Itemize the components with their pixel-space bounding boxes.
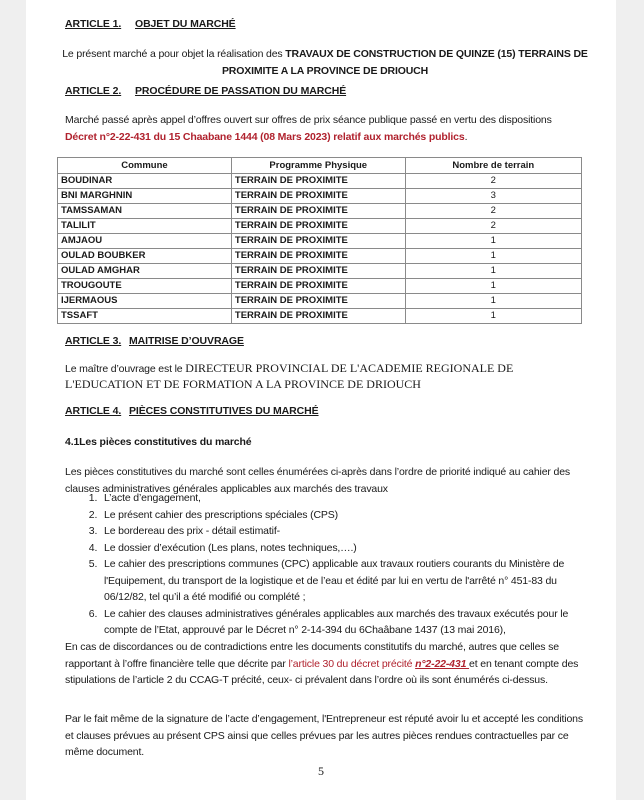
- article-1-text: [60, 46, 590, 79]
- list-item: 4. Le dossier d’exécution (Les plans, notes techniques,….): [100, 540, 570, 557]
- discordance-text-2: et en tenant compte des stipulations de l’article 2 du CCAG-T précité, ceux- ci prévalent dans l’ordre où ils sont énumérés ci-dessus.: [65, 657, 579, 686]
- cell-nombre: 1: [405, 279, 581, 294]
- cell-programme: TERRAIN DE PROXIMITE: [231, 204, 405, 219]
- article-4-intro: Les pièces constitutives du marché sont celles énumérées ci-après dans l’ordre de priorité indiqué au cahier des clauses administratives générales applicables aux marchés des travaux: [65, 466, 570, 495]
- constituent-documents-list: [82, 490, 570, 639]
- article-1-label: ARTICLE 1.: [65, 18, 122, 30]
- table-row: [58, 234, 582, 249]
- cell-commune: AMJAOU: [58, 234, 232, 249]
- cell-nombre: 2: [405, 204, 581, 219]
- article-3-text: [65, 361, 565, 393]
- maitre-ouvrage-name: DIRECTEUR PROVINCIAL DE L'ACADEMIE REGIONALE DE L'EDUCATION ET DE FORMATION A LA PROVINCE DE DRIOUCH: [65, 361, 514, 391]
- article-2-label: ARTICLE 2.: [65, 85, 122, 97]
- article-2-text: [65, 112, 585, 145]
- cell-commune: TSSAFT: [58, 309, 232, 324]
- cell-commune: BOUDINAR: [58, 174, 232, 189]
- article-1-text-bold: TRAVAUX DE CONSTRUCTION DE QUINZE (15) TERRAINS DE PROXIMITE A LA PROVINCE DE DRIOUCH: [221, 48, 588, 77]
- cell-commune: BNI MARGHNIN: [58, 189, 232, 204]
- table-row: [58, 264, 582, 279]
- header-commune: Commune: [58, 158, 232, 174]
- discordance-paragraph: [65, 639, 590, 689]
- cell-nombre: 3: [405, 189, 581, 204]
- table-row: [58, 249, 582, 264]
- cell-programme: TERRAIN DE PROXIMITE: [231, 189, 405, 204]
- list-item: 1. L’acte d’engagement,: [100, 490, 570, 507]
- article-2-text-end: .: [464, 130, 468, 143]
- table-row: [58, 279, 582, 294]
- cell-commune: TALILIT: [58, 219, 232, 234]
- article-2-title: PROCÉDURE DE PASSATION DU MARCHÉ: [135, 85, 347, 97]
- cell-programme: TERRAIN DE PROXIMITE: [231, 234, 405, 249]
- list-item: 3. Le bordereau des prix - détail estimatif-: [100, 523, 570, 540]
- table-row: [58, 204, 582, 219]
- article-4-title: PIÈCES CONSTITUTIVES DU MARCHÉ: [129, 405, 319, 417]
- document-page: [26, 0, 616, 800]
- table-row: [58, 189, 582, 204]
- cell-programme: TERRAIN DE PROXIMITE: [231, 294, 405, 309]
- cell-nombre: 1: [405, 309, 581, 324]
- cell-commune: OULAD AMGHAR: [58, 264, 232, 279]
- cell-commune: OULAD BOUBKER: [58, 249, 232, 264]
- signature-paragraph: Par le fait même de la signature de l’acte d’engagement, l'Entrepreneur est réputé avoir lu et accepté les conditions et clauses prévues au présent CPS ainsi que celles prévues par les autres pièces rendues contractuelles par ce même document.: [65, 713, 583, 758]
- table-row: [58, 309, 582, 324]
- cell-nombre: 1: [405, 234, 581, 249]
- decree-number-link: n°2-22-431: [415, 657, 470, 670]
- discordance-text-1: En cas de discordances ou de contradictions entre les documents constitutifs du marché, autres que celles se rapportant à l’offre financière telle que décrite par: [65, 641, 559, 670]
- table-row: [58, 174, 582, 189]
- cell-programme: TERRAIN DE PROXIMITE: [231, 309, 405, 324]
- cell-commune: TAMSSAMAN: [58, 204, 232, 219]
- article-1-text-plain: Le présent marché a pour objet la réalisation des: [62, 48, 286, 60]
- cell-nombre: 1: [405, 264, 581, 279]
- cell-commune: IJERMAOUS: [58, 294, 232, 309]
- article-3-title: MAITRISE D’OUVRAGE: [129, 335, 244, 347]
- list-item: 6. Le cahier des clauses administratives générales applicables aux marchés des travaux exécutés pour le compte de l’Etat, approuvé par le Décret n° 2-14-394 du 6Chaâbane 1437 (13 mai 2016),: [100, 606, 570, 639]
- list-item: 2. Le présent cahier des prescriptions spéciales (CPS): [100, 507, 570, 524]
- table-row: [58, 294, 582, 309]
- article-4-label: ARTICLE 4.: [65, 405, 122, 417]
- cell-commune: TROUGOUTE: [58, 279, 232, 294]
- table-row: [58, 219, 582, 234]
- list-item: 5. Le cahier des prescriptions communes (CPC) applicable aux travaux routiers courants du Ministère de l'Equipement, du transport de la logistique et de l’eau et édité par lui en vertu de l'arrêté n° 451-83 du 06/12/82, tel qu’il a été modifié ou complété ;: [100, 556, 570, 606]
- header-programme: Programme Physique: [231, 158, 405, 174]
- cell-programme: TERRAIN DE PROXIMITE: [231, 279, 405, 294]
- cell-nombre: 2: [405, 174, 581, 189]
- article-2-text-plain: Marché passé après appel d’offres ouvert sur offres de prix séance publique passé en vertu des dispositions: [65, 114, 552, 126]
- header-nombre: Nombre de terrain: [405, 158, 581, 174]
- article-3-text-plain: Le maître d’ouvrage est le: [65, 363, 186, 375]
- terrain-table: [57, 157, 582, 324]
- cell-nombre: 1: [405, 249, 581, 264]
- subheading-4-1: 4.1Les pièces constitutives du marché: [65, 436, 252, 448]
- cell-programme: TERRAIN DE PROXIMITE: [231, 264, 405, 279]
- article-3-label: ARTICLE 3.: [65, 335, 122, 347]
- article-30-reference: l’article 30 du décret précité: [288, 657, 416, 670]
- cell-programme: TERRAIN DE PROXIMITE: [231, 219, 405, 234]
- page-number: 5: [318, 764, 324, 778]
- cell-nombre: 1: [405, 294, 581, 309]
- cell-programme: TERRAIN DE PROXIMITE: [231, 174, 405, 189]
- cell-nombre: 2: [405, 219, 581, 234]
- article-1-title: OBJET DU MARCHÉ: [135, 18, 236, 30]
- cell-programme: TERRAIN DE PROXIMITE: [231, 249, 405, 264]
- decree-reference: Décret n°2-22-431 du 15 Chaabane 1444 (08 Mars 2023) relatif aux marchés publics: [65, 130, 465, 143]
- table-header-row: [58, 158, 582, 174]
